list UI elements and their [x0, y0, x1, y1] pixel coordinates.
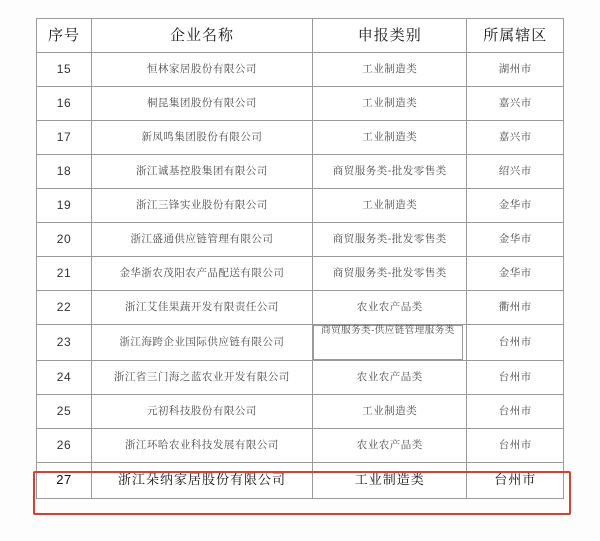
- cell-name: 元初科技股份有限公司: [91, 395, 312, 429]
- table-row: [37, 87, 564, 121]
- cell-name: 浙江盛通供应链管理有限公司: [91, 223, 312, 257]
- cell-no: 26: [37, 429, 92, 463]
- table-row: [37, 189, 564, 223]
- cell-category: 商贸服务类-批发零售类: [312, 155, 467, 189]
- cell-category: 工业制造类: [312, 121, 467, 155]
- column-header-district: 所属辖区: [467, 19, 564, 53]
- table-row: [37, 257, 564, 291]
- column-header-no: 序号: [37, 19, 92, 53]
- cell-name: 浙江艾佳果蔬开发有限责任公司: [91, 291, 312, 325]
- cell-category: 农业农产品类: [312, 361, 467, 395]
- cell-name: 浙江朵纳家居股份有限公司: [91, 463, 312, 499]
- cell-district: 衢州市: [467, 291, 564, 325]
- table-header-row: [37, 19, 564, 53]
- table-body: [37, 53, 564, 499]
- cell-no: 27: [37, 463, 92, 499]
- cell-district: 台州市: [467, 361, 564, 395]
- table-row: [37, 325, 564, 361]
- cell-district: 金华市: [467, 257, 564, 291]
- table-row-highlighted: [37, 463, 564, 499]
- cell-district: 绍兴市: [467, 155, 564, 189]
- enterprise-list-table: [36, 18, 564, 499]
- cell-no: 17: [37, 121, 92, 155]
- cell-no: 21: [37, 257, 92, 291]
- cell-name: 金华浙农茂阳农产品配送有限公司: [91, 257, 312, 291]
- cell-name: 浙江环哈农业科技发展有限公司: [91, 429, 312, 463]
- cell-name: 桐昆集团股份有限公司: [91, 87, 312, 121]
- cell-category: 商贸服务类-供应链管理服务类: [313, 325, 463, 360]
- cell-category: 商贸服务类-批发零售类: [312, 257, 467, 291]
- table-row: [37, 121, 564, 155]
- cell-no: 18: [37, 155, 92, 189]
- cell-category: 工业制造类: [312, 463, 467, 499]
- table-row: [37, 429, 564, 463]
- cell-district: 嘉兴市: [467, 121, 564, 155]
- cell-name: 新凤鸣集团股份有限公司: [91, 121, 312, 155]
- cell-no: 20: [37, 223, 92, 257]
- cell-name: 恒林家居股份有限公司: [91, 53, 312, 87]
- cell-category: 农业农产品类: [312, 291, 467, 325]
- cell-category: 工业制造类: [312, 53, 467, 87]
- cell-no: 22: [37, 291, 92, 325]
- cell-district: 嘉兴市: [467, 87, 564, 121]
- table-row: [37, 155, 564, 189]
- table-header: [37, 19, 564, 53]
- cell-no: 16: [37, 87, 92, 121]
- cell-name: 浙江三锋实业股份有限公司: [91, 189, 312, 223]
- column-header-name: 企业名称: [91, 19, 312, 53]
- table-row: [37, 223, 564, 257]
- cell-district: 金华市: [467, 223, 564, 257]
- cell-category: 工业制造类: [312, 395, 467, 429]
- cell-district: 台州市: [467, 463, 564, 499]
- cell-category: 工业制造类: [312, 189, 467, 223]
- cell-district: 台州市: [467, 325, 564, 361]
- cell-no: 24: [37, 361, 92, 395]
- table-row: [37, 361, 564, 395]
- cell-district: 湖州市: [467, 53, 564, 87]
- cell-no: 25: [37, 395, 92, 429]
- table-row: [37, 395, 564, 429]
- cell-district: 台州市: [467, 429, 564, 463]
- column-header-category: 申报类别: [312, 19, 467, 53]
- cell-district: 台州市: [467, 395, 564, 429]
- table-row: [37, 53, 564, 87]
- cell-name: 浙江海跨企业国际供应链有限公司: [91, 325, 312, 361]
- cell-category: 商贸服务类-批发零售类: [312, 223, 467, 257]
- cell-name: 浙江省三门海之蓝农业开发有限公司: [91, 361, 312, 395]
- cell-district: 金华市: [467, 189, 564, 223]
- cell-category: 工业制造类: [312, 87, 467, 121]
- cell-no: 19: [37, 189, 92, 223]
- cell-name: 浙江诚基控股集团有限公司: [91, 155, 312, 189]
- table-row: [37, 291, 564, 325]
- cell-no: 15: [37, 53, 92, 87]
- cell-category: 农业农产品类: [312, 429, 467, 463]
- cell-no: 23: [37, 325, 92, 361]
